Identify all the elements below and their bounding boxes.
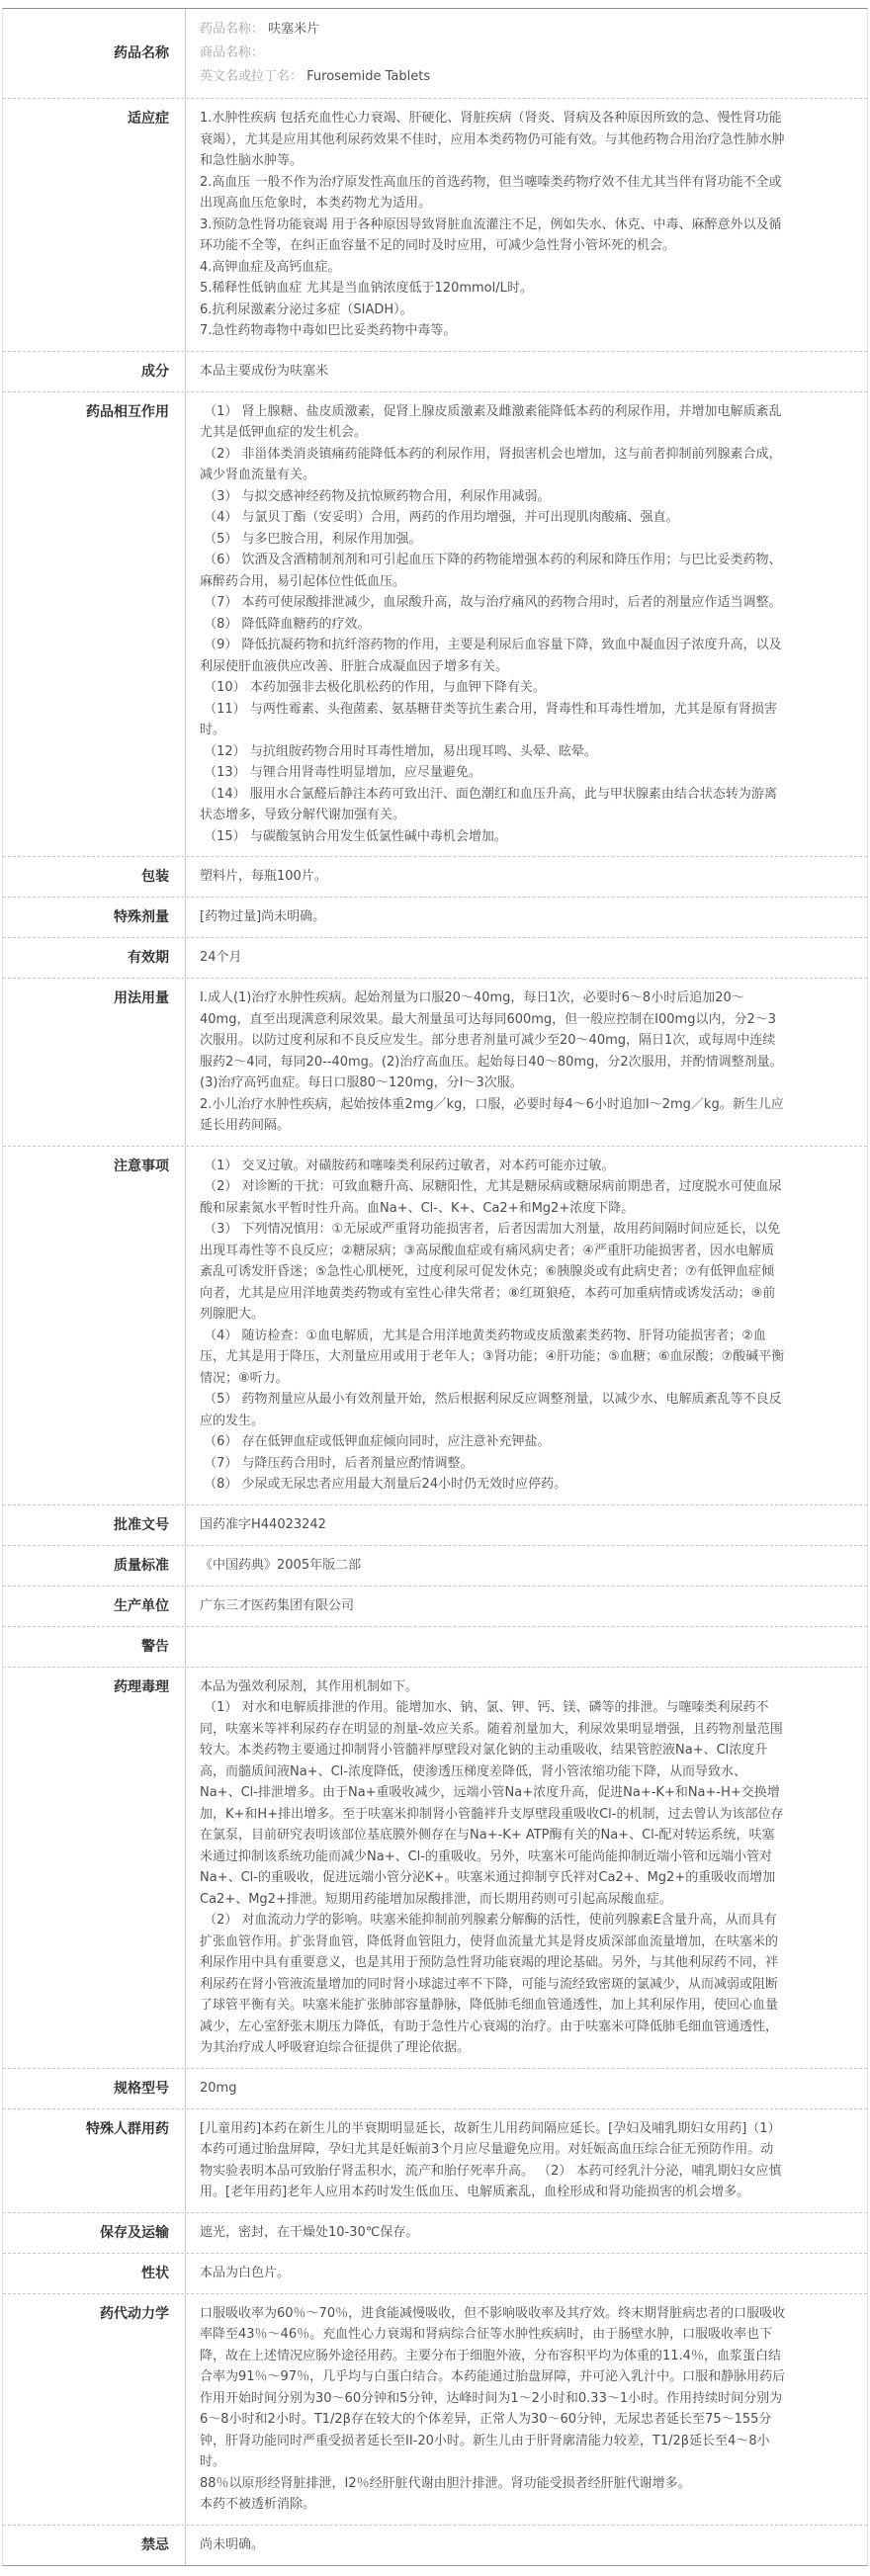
row-content — [186, 898, 867, 937]
row-content — [186, 2213, 867, 2253]
content-line: 1.水肿性疾病 包括充血性心力衰竭、肝硬化、肾脏疾病（肾炎、肾病及各种原因所致的急、慢性肾功能衰竭），尤其是应用其他利尿药效果不佳时，应用本类药物仍可能有效。与其他药物合用治疗急性肺水肿和急性脑水肿等。 — [200, 111, 785, 168]
row-content — [186, 2254, 867, 2293]
content-line: （10） 本药加强非去极化肌松药的作用，与血钾下降有关。 — [200, 680, 546, 695]
content-line: （11） 与两性霉素、头孢菌素、氨基糖苷类等抗生素合用，肾毒性和耳毒性增加，尤其是原有肾损害时。 — [200, 701, 777, 737]
content-line: 本品为白色片。 — [200, 2265, 291, 2280]
row-label: 包装 — [3, 857, 186, 897]
row-label-drug-name: 药品名称 — [3, 9, 186, 98]
content-line: （4） 随访检查：①血电解质，尤其是合用洋地黄类药物或皮质激素类药物、肝肾功能损害者；②血压，尤其是用于降压，大剂量应用或用于老年人；③肾功能；④肝功能；⑤血糖；⑥血尿酸；⑦酸碱平衡情况；⑧听力。 — [200, 1328, 785, 1386]
table-row — [3, 898, 867, 938]
row-content — [186, 2294, 867, 2525]
table-row — [3, 938, 867, 979]
drug-info-page — [2, 0, 868, 2576]
row-content — [186, 1587, 867, 1626]
content-line: （1） 肾上腺糖、盐皮质激素，促肾上腺皮质激素及雌激素能降低本药的利尿作用，并增加电解质紊乱尤其是低钾血症的发生机会。 — [200, 403, 782, 440]
content-line: 7.急性药物毒物中毒如巴比妥类药物中毒等。 — [200, 323, 457, 338]
row-label: 规格型号 — [3, 2069, 186, 2108]
content-line: （3） 下列情况慎用：①无尿或严重肾功能损害者，后者因需加大剂量，故用药间隔时间应延长，以免出现耳毒性等不良反应；②糖尿病；③高尿酸血症或有痛风病史者；④严重肝功能损害者，因水电解质紊乱可诱发肝昏迷；⑤急性心肌梗死，过度利尿可促发休克；⑥胰腺炎或有此病史者；⑦有低钾血症倾向者，尤其是应用洋地黄类药物或有室性心律失常者；⑧红斑狼疮，本药可加重病情或诱发活动；⑨前列腺肥大。 — [200, 1222, 781, 1322]
content-line: （2） 对血流动力学的影响。呋塞米能抑制前列腺素分解酶的活性，使前列腺素E含量升高，从而具有扩张血管作用。扩张肾血管，降低肾血管阻力，使肾血流量尤其是肾皮质深部血流量增加，在呋塞米的利尿作用中具有重要意义，也是其用于预防急性肾功能衰竭的理论基础。另外，与其他利尿药不同，袢利尿药在肾小管液流量增加的同时肾小球滤过率不下降，可能与流经致密斑的氯减少，从而减弱或阻断了球管平衡有关。呋塞米能扩张肺部容量静脉，降低肺毛细血管通透性，加上其利尿作用，使回心血量减少，左心室舒张末期压力降低，有助于急性片心衰竭的治疗。由于呋塞米可降低肺毛细血管通透性，为其治疗成人呼吸窘迫综合征提供了理论依据。 — [200, 1913, 779, 2055]
table-row — [3, 1546, 867, 1587]
row-label: 生产单位 — [3, 1587, 186, 1626]
content-line: 口服吸收率为60％～70％，进食能减慢吸收，但不影响吸收率及其疗效。终末期肾脏病忠者的口服吸收率降至43％～46％。充血性心力衰竭和肾病综合征等水肿性疾病时，由于肠壁水肿，口服吸收率也下降，故在上述情况应肠外途径用药。主要分布于细胞外液，分布容积平均为体重的11.4％，血浆蛋白结合率为91％～97％，几乎均与白蛋白结合。本药能通过胎盘屏障，并可泌入乳汁中。口服和静脉用药后作用开始时间分别为30～60分钟和5分钟，达峰时间为1～2小时和0.33～1小时。作用持续时间分别为6～8小时和2小时。T1/2β存在较大的个体差异，正常人为30～60分钟，无尿忠者延长至75～155分钟，肝肾功能同时严重受损者延长至II-20小时。新生儿由于肝肾廓清能力较差，T1/2β延长至4～8小时。 — [200, 2305, 786, 2469]
field-label-english-name: 英文名或拉丁名： — [200, 69, 304, 84]
content-line: 2.高血压 一般不作为治疗原发性高血压的首选药物，但当噻嗪类药物疗效不佳尤其当伴有肾功能不全或出现高血压危象时，本类药物尤为适用。 — [200, 174, 782, 211]
content-line: 遮光，密封，在干燥处10-30℃保存。 — [200, 2224, 419, 2240]
row-label: 性状 — [3, 2254, 186, 2293]
row-content — [186, 938, 867, 978]
row-content — [186, 1668, 867, 2068]
row-content — [186, 2526, 867, 2565]
content-line: （7） 本药可使尿酸排泄减少，血尿酸升高，故与治疗痛风的药物合用时，后者的剂量应作适当调整。 — [200, 595, 782, 610]
content-line: （8） 少尿或无尿忠者应用最大剂量后24小时仍无效时应停药。 — [200, 1477, 567, 1492]
table-row — [3, 1505, 867, 1546]
content-line: 国药准字H44023242 — [200, 1516, 326, 1532]
content-line: （7） 与降压药合用时，后者剂量应酌情调整。 — [200, 1455, 474, 1471]
row-label: 质量标准 — [3, 1546, 186, 1586]
table-row — [3, 2213, 867, 2254]
row-label: 禁忌 — [3, 2526, 186, 2565]
content-line: （2） 非甾体类消炎镇痛药能降低本药的利尿作用，肾损害机会也增加，这与前者抑制前列腺素合成，减少肾血流量有关。 — [200, 446, 782, 482]
table-row — [3, 857, 867, 898]
content-line: （4） 与氯贝丁酯（安妥明）合用，两药的作用均增强，并可出现肌肉酸痛、强直。 — [200, 510, 679, 525]
content-line: 24个月 — [200, 950, 242, 965]
english-name-line — [200, 65, 786, 89]
row-content — [186, 1627, 867, 1667]
content-line: 5.稀释性低钠血症 尤其是当血钠浓度低于120mmol/L时。 — [200, 281, 533, 296]
content-line: 本药不被透析消除。 — [200, 2497, 316, 2512]
content-line: [儿童用药]本药在新生儿的半衰期明显延长，故新生儿用药间隔应延长。[孕妇及哺乳期妇女用药]（1）本药可通过胎盘屏障，孕妇尤其是妊娠前3个月应尽量避免应用。对妊娠高血压综合征无预防作用。动物实验表明本品可致胎仔肾盂积水，流产和胎仔死率升高。 （2） 本药可经乳汁分泌，哺乳期妇女应慎用。[老年用药]老年人应用本药时发生低血压、电解质紊乱，血栓形成和肾功能损害的机会增多。 — [200, 2120, 782, 2199]
row-content — [186, 2109, 867, 2212]
row-content — [186, 392, 867, 857]
row-label: 成分 — [3, 352, 186, 391]
row-label: 特殊人群用药 — [3, 2109, 186, 2212]
content-line: （6） 饮酒及含酒精制剂剂和可引起血压下降的药物能增强本药的利尿和降压作用；与巴比妥类药物、麻醉药合用，易引起体位性低血压。 — [200, 553, 782, 589]
row-label: 批准文号 — [3, 1505, 186, 1545]
trade-name-line — [200, 42, 786, 65]
table-row-drug-name — [3, 9, 867, 99]
row-content — [186, 352, 867, 391]
row-content — [186, 979, 867, 1146]
field-value-english-name: Furosemide Tablets — [306, 69, 431, 84]
row-label: 适应症 — [3, 99, 186, 351]
field-label-drug-name: 药品名称： — [200, 22, 265, 37]
row-content — [186, 1147, 867, 1504]
row-label: 注意事项 — [3, 1147, 186, 1504]
table-row — [3, 1147, 867, 1505]
content-line: I.成人(1)治疗水肿性疾病。起始剂量为口服20～40mg，每日1次，必要时6～8小时后追加20～40mg，直至出现满意利尿效果。最大剂量虽可达每同600mg，但一般应控制在I00mg以内，分2～3次服用。以防过度利尿和不良反应发生。部分患者剂量可减少至20～40mg，隔日1次，或每周中连续服药2～4同，每同20--40mg。(2)治疗高血压。起始每日40～80mg，分2次服用，并酌情调整剂量。(3)治疗高钙血症。每日口服80～120mg，分I～3次服。 — [200, 990, 783, 1090]
row-label: 药品相互作用 — [3, 392, 186, 857]
content-line: （12） 与抗组胺药物合用时耳毒性增加，易出现耳鸣、头晕、眩晕。 — [200, 743, 597, 759]
content-line: 2.小儿治疗水肿性疾病，起始按体重2mg／kg，口服，必要时每4～6小时追加I～2mg／kg。新生儿应延长用药间隔。 — [200, 1096, 784, 1133]
row-content — [186, 1505, 867, 1545]
table-row — [3, 979, 867, 1147]
content-line: （13） 与锂合用肾毒性明显增加，应尽量避免。 — [200, 765, 481, 780]
row-label: 用法用量 — [3, 979, 186, 1146]
content-line: 4.高钾血症及高钙血症。 — [200, 259, 341, 275]
table-row — [3, 2109, 867, 2213]
table-row — [3, 392, 867, 858]
content-line: 广东三才医药集团有限公司 — [200, 1597, 355, 1613]
table-row — [3, 1668, 867, 2069]
drug-table — [2, 8, 868, 2566]
row-content — [186, 857, 867, 897]
row-content — [186, 2069, 867, 2108]
content-line: （9） 降低抗凝药物和抗纤溶药物的作用，主要是利尿后血容量下降，致血中凝血因子浓度升高，以及利尿使肝血液供应改善、肝脏合成凝血因子增多有关。 — [200, 638, 782, 674]
row-content — [186, 99, 867, 351]
table-row — [3, 2254, 867, 2294]
content-line: [药物过量]尚未明确。 — [200, 909, 326, 924]
row-label: 药理毒理 — [3, 1668, 186, 2068]
content-line: （1） 交叉过敏。对磺胺药和噻嗪类利尿药过敏者，对本药可能亦过敏。 — [200, 1158, 615, 1173]
row-label: 特殊剂量 — [3, 898, 186, 937]
content-line: （8） 降低降血糖药的疗效。 — [200, 616, 371, 632]
content-line: （15） 与碳酸氢钠合用发生低氯性碱中毒机会增加。 — [200, 828, 507, 844]
table-row — [3, 99, 867, 352]
content-line: （14） 服用水合氯醛后静注本药可致出汗、面色潮红和血压升高，此与甲状腺素由结合状态转为游离状态增多，导致分解代谢加强有关。 — [200, 786, 777, 822]
content-line: 88％以原形经肾脏排泄，I2％经肝脏代谢由胆汁排泄。肾功能受损者经肝脏代谢增多。 — [200, 2475, 691, 2491]
content-line: （1） 对水和电解质排泄的作用。能增加水、钠、氯、钾、钙、镁、磷等的排泄。与噻嗪类利尿药不同，呋塞米等袢利尿药存在明显的剂量-效应关系。随着剂量加大，利尿效果明显增强，且药物剂量范围较大。本类药物主要通过抑制肾小管髓袢厚壁段对氯化钠的主动重吸收，结果管腔液Na+、Cl浓度升高，而髓质间液Na+、Cl-浓度降低，使渗透压梯度差降低，肾小管浓缩功能下降，从而导致水、Na+、Cl-排泄增多。由于Na+重吸收减少，远端小管Na+浓度升高，促进Na+-K+和Na+-H+交换增加，K+和H+排出增多。至于呋塞米抑制肾小管髓袢升支厚壁段重吸收Cl-的机制，过去曾认为该部位存在氯泵，目前研究表明该部位基底膜外侧存在与Na+-K+ ATP酶有关的Na+、Cl-配对转运系统，呋塞米通过抑制该系统功能而减少Na+、Cl-的重吸收。另外，呋塞米可能尚能抑制近端小管和远端小管对Na+、Cl-的重吸收，促进远端小管分泌K+。呋塞米通过抑制亨氏袢对Ca2+、Mg2+的重吸收而增加Ca2+、Mg2+排泄。短期用药能增加尿酸排泄，而长期用药则可引起高尿酸血症。 — [200, 1700, 784, 1907]
content-line: 6.抗利尿激素分泌过多症（SIADH）。 — [200, 301, 413, 317]
content-line: （6） 存在低钾血症或低钾血症倾向同时，应注意补充钾盐。 — [200, 1434, 551, 1449]
row-content-drug-name — [186, 9, 867, 98]
drug-name-line — [200, 18, 786, 42]
table-row — [3, 1627, 867, 1668]
row-label: 药代动力学 — [3, 2294, 186, 2525]
content-line: 塑料片，每瓶100片。 — [200, 869, 327, 884]
content-line: （5） 与多巴胺合用，利尿作用加强。 — [200, 531, 422, 547]
table-row — [3, 2069, 867, 2109]
content-line — [200, 1636, 786, 1658]
field-label-trade-name: 商品名称： — [200, 45, 265, 60]
row-content — [186, 1546, 867, 1586]
table-row — [3, 2526, 867, 2565]
content-line: （2） 对诊断的干扰：可致血糖升高、尿糖阳性，尤其是糖尿病或糖尿病前期患者，过度脱水可使血尿酸和尿素氮水平暂时性升高。血Na+、Cl-、K+、Ca2+和Mg2+浓度下降。 — [200, 1179, 782, 1216]
content-line: （5） 药物剂量应从最小有效剂量开始，然后根据利尿反应调整剂量，以减少水、电解质紊乱等不良反应的发生。 — [200, 1392, 782, 1428]
content-line: 《中国药典》2005年版二部 — [200, 1557, 362, 1573]
content-line: 尚未明确。 — [200, 2536, 265, 2552]
row-label: 警告 — [3, 1627, 186, 1667]
table-row — [3, 1587, 867, 1627]
content-line: 本品为强效利尿剂，其作用机制如下。 — [200, 1678, 419, 1694]
row-label: 有效期 — [3, 938, 186, 978]
content-line: （3） 与拟交感神经药物及抗惊厥药物合用，利尿作用减弱。 — [200, 488, 551, 504]
content-line: 本品主要成份为呋塞米 — [200, 363, 329, 379]
table-row — [3, 2294, 867, 2526]
content-line: 3.预防急性肾功能衰竭 用于各种原因导致肾脏血流灌注不足，例如失水、休克、中毒、麻醉意外以及循环功能不全等，在纠正血容量不足的同时及时应用，可减少急性肾小管坏死的机会。 — [200, 216, 782, 253]
field-value-drug-name: 呋塞米片 — [268, 22, 320, 37]
content-line: 20mg — [200, 2080, 237, 2096]
row-label: 保存及运输 — [3, 2213, 186, 2253]
table-row — [3, 352, 867, 392]
